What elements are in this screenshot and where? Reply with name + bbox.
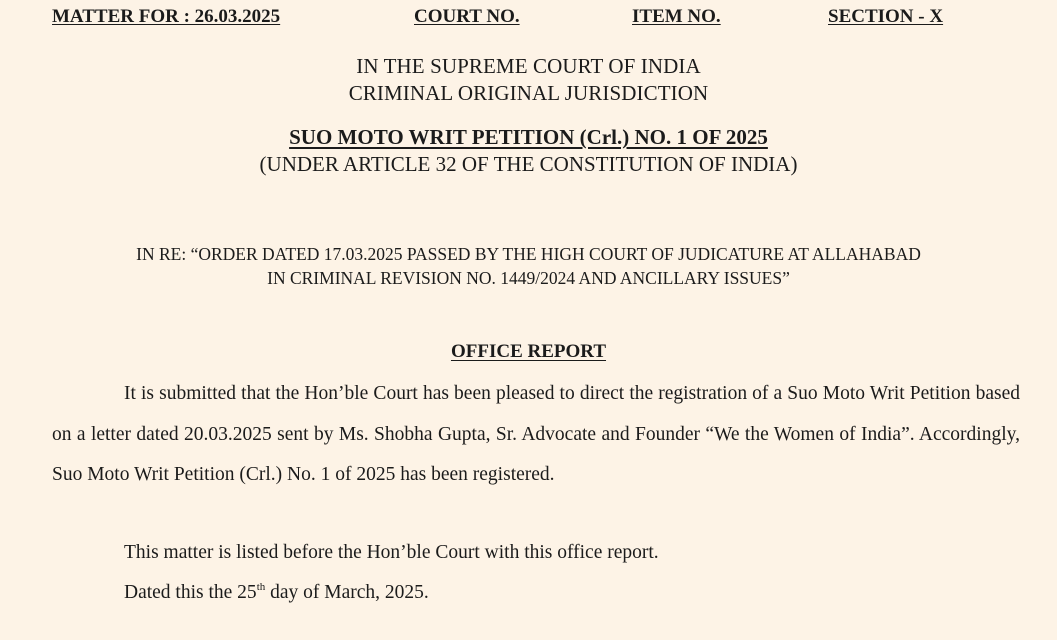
in-re-line-2: IN CRIMINAL REVISION NO. 1449/2024 AND ANCILLARY ISSUES” xyxy=(267,268,790,288)
listing-header xyxy=(52,6,964,32)
court-number-label: COURT NO. xyxy=(414,6,520,27)
petition-title: SUO MOTO WRIT PETITION (Crl.) NO. 1 OF 2025 xyxy=(289,125,768,149)
matter-for-date: MATTER FOR : 26.03.2025 xyxy=(52,6,281,27)
section-label: SECTION - X xyxy=(828,6,944,27)
dated-suffix: day of March, 2025. xyxy=(265,582,429,603)
report-dated-line xyxy=(124,582,429,604)
dated-prefix: Dated this the 25 xyxy=(124,582,257,603)
court-name: IN THE SUPREME COURT OF INDIA xyxy=(356,54,701,78)
item-number-label: ITEM NO. xyxy=(632,6,721,27)
petition-subtitle: (UNDER ARTICLE 32 OF THE CONSTITUTION OF INDIA) xyxy=(259,152,798,176)
report-paragraph-1: It is submitted that the Hon’ble Court has been pleased to direct the registration of a Suo Moto Writ Petition based on a letter dated 20.03.2025 sent by Ms. Shobha Gupta, Sr. Advocate and Founder “We the Women of India”. Accordingly, Suo Moto Writ Petition (Crl.) No. 1 of 2025 has been registered. xyxy=(52,383,1020,485)
in-re-line-1: IN RE: “ORDER DATED 17.03.2025 PASSED BY THE HIGH COURT OF JUDICATURE AT ALLAHABAD xyxy=(136,244,921,264)
office-report-heading: OFFICE REPORT xyxy=(450,341,607,362)
dated-ordinal-suffix: th xyxy=(256,581,266,593)
court-jurisdiction: CRIMINAL ORIGINAL JURISDICTION xyxy=(348,81,709,105)
report-paragraph-2: This matter is listed before the Hon’ble Court with this office report. xyxy=(124,542,659,563)
